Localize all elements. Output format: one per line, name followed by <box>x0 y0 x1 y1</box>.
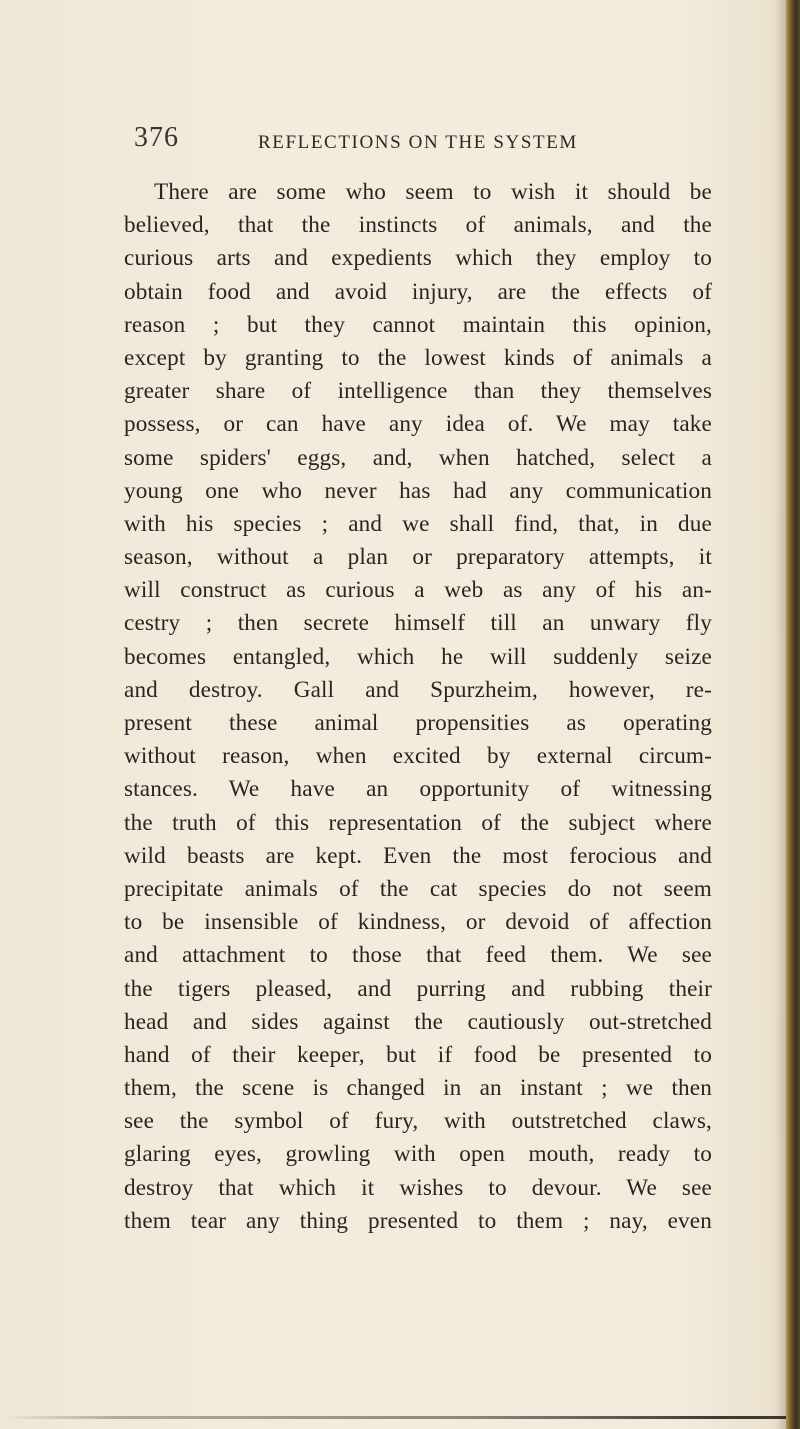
text-line: the truth of this representation of the subject where <box>124 809 712 836</box>
text-line: There are some who seem to wish it should be <box>154 179 712 205</box>
text-line: obtain food and avoid injury, are the effects of <box>124 278 712 305</box>
text-line: and attachment to those that feed them. We see <box>124 942 712 969</box>
text-line: season, without a plan or preparatory attempts, it <box>124 544 712 571</box>
text-line: believed, that the instincts of animals, and the <box>124 212 712 239</box>
text-line: curious arts and expedients which they employ to <box>124 245 712 272</box>
page-gutter-shadow <box>776 0 786 1429</box>
text-line: destroy that which it wishes to devour. We see <box>124 1174 712 1201</box>
text-line: possess, or can have any idea of. We may take <box>124 411 712 438</box>
text-line: to be insensible of kindness, or devoid of affection <box>124 909 712 936</box>
text-line: reason ; but they cannot maintain this opinion, <box>124 311 712 338</box>
text-line: and destroy. Gall and Spurzheim, however, re- <box>124 676 712 703</box>
text-line: glaring eyes, growling with open mouth, ready to <box>124 1141 712 1168</box>
page-number: 376 <box>134 122 179 153</box>
text-line: becomes entangled, which he will suddenly seize <box>124 643 712 670</box>
text-line: the tigers pleased, and purring and rubbing their <box>124 975 712 1002</box>
text-line: present these animal propensities as operating <box>124 710 712 736</box>
text-line: cestry ; then secrete himself till an unwary fly <box>124 610 712 637</box>
text-line: head and sides against the cautiously out-stretched <box>124 1008 712 1035</box>
body-paragraph <box>124 176 712 1238</box>
text-line: greater share of intelligence than they themselves <box>124 378 712 405</box>
text-line: stances. We have an opportunity of witnessing <box>124 776 712 803</box>
text-line: them tear any thing presented to them ; nay, even <box>124 1207 712 1234</box>
text-line: without reason, when excited by external circum- <box>124 743 712 770</box>
text-line: wild beasts are kept. Even the most ferocious and <box>124 842 712 869</box>
page-bottom-edge <box>0 1416 786 1419</box>
text-line: hand of their keeper, but if food be presented to <box>124 1041 712 1068</box>
text-line: young one who never has had any communication <box>124 477 712 504</box>
text-line: except by granting to the lowest kinds of animals a <box>124 344 712 371</box>
running-head-title: REFLECTIONS ON THE SYSTEM <box>258 132 578 153</box>
text-line: precipitate animals of the cat species do not seem <box>124 875 712 902</box>
book-edge <box>786 0 800 1429</box>
text-line: them, the scene is changed in an instant ; we then <box>124 1075 712 1102</box>
running-head <box>134 122 754 162</box>
text-line: see the symbol of fury, with outstretched claws, <box>124 1108 712 1135</box>
text-line: with his species ; and we shall find, that, in due <box>124 510 712 537</box>
text-line: will construct as curious a web as any of his an- <box>124 577 712 604</box>
text-line: some spiders' eggs, and, when hatched, select a <box>124 444 712 471</box>
